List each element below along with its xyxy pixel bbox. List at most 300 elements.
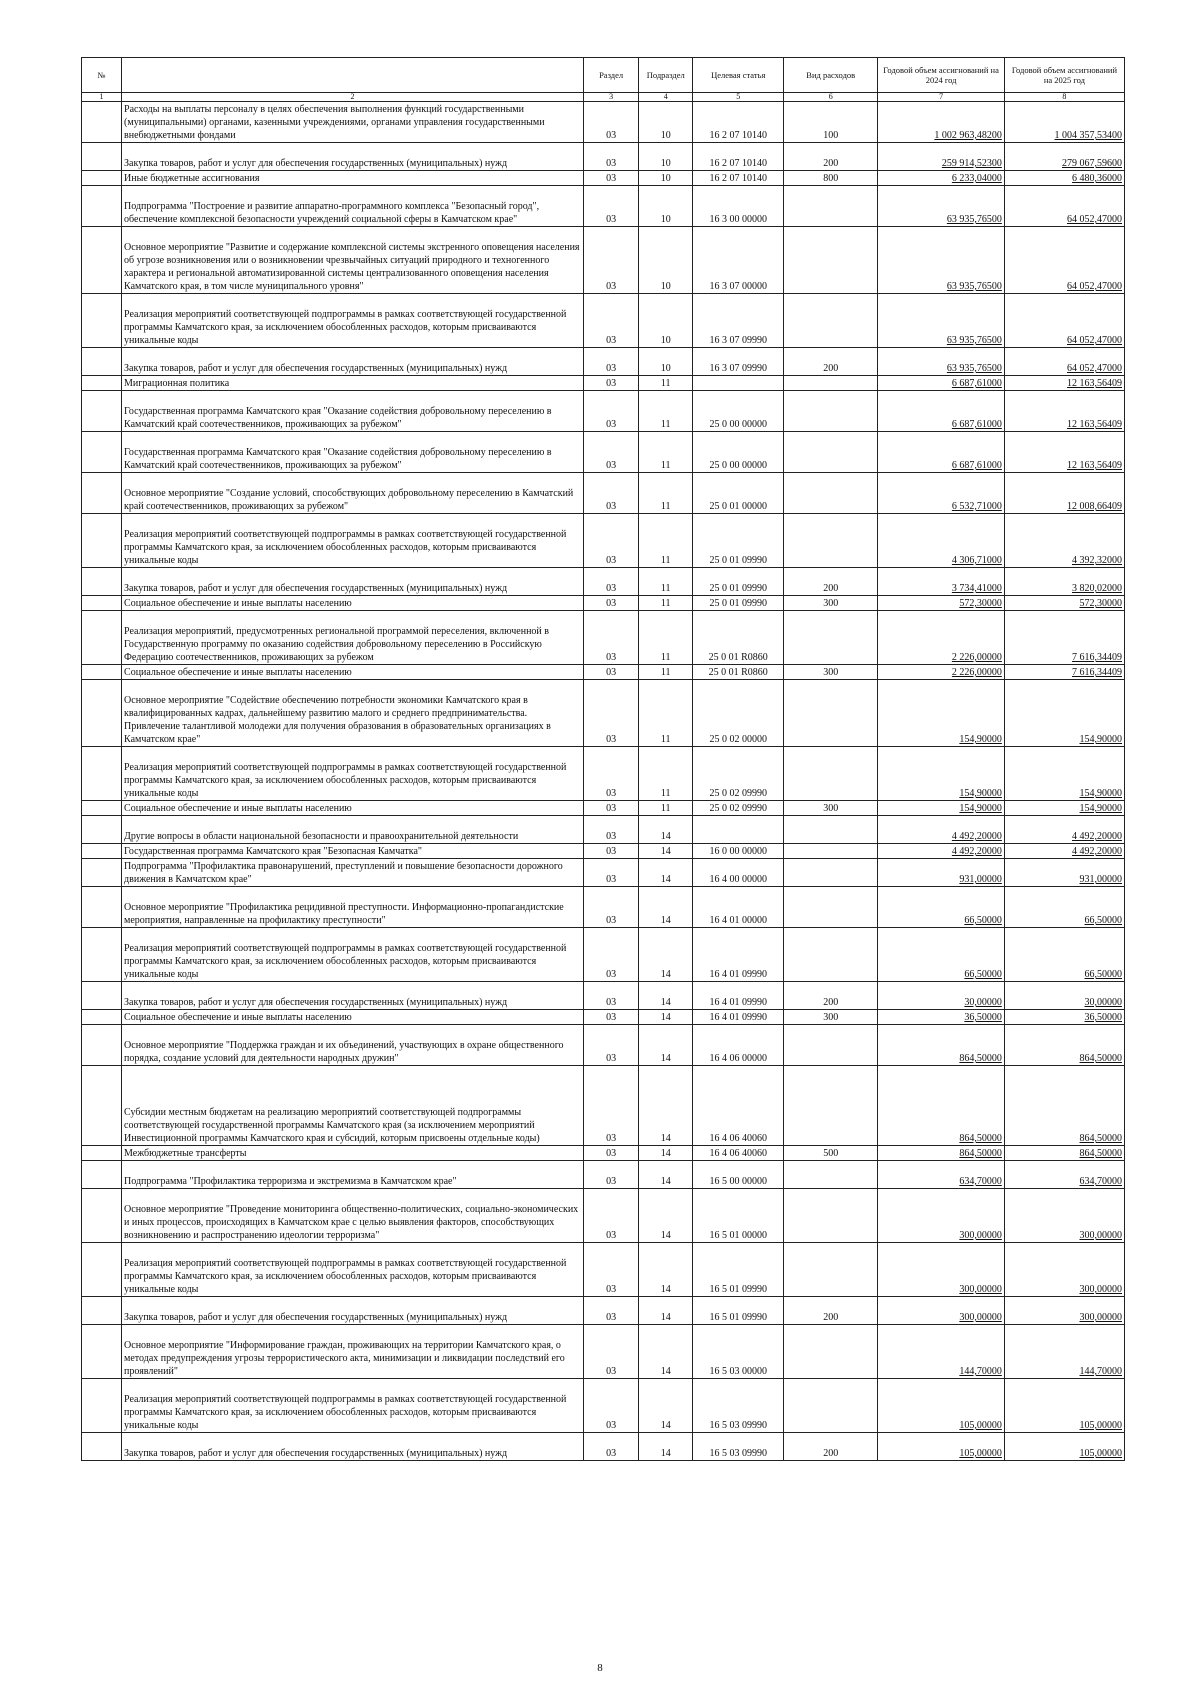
row-razdel: 03 <box>584 680 639 747</box>
row-volume-2025: 64 052,47000 <box>1004 186 1124 227</box>
row-volume-2024: 2 226,00000 <box>878 665 1005 680</box>
row-target-article: 25 0 01 00000 <box>693 473 784 514</box>
row-volume-2024: 66,50000 <box>878 928 1005 982</box>
row-razdel: 03 <box>584 928 639 982</box>
row-volume-2024: 1 002 963,48200 <box>878 102 1005 143</box>
row-expense-type <box>784 432 878 473</box>
row-razdel: 03 <box>584 1433 639 1461</box>
row-expense-type: 300 <box>784 801 878 816</box>
row-volume-2025: 7 616,34409 <box>1004 665 1124 680</box>
col-number: 4 <box>639 93 693 102</box>
row-target-article: 16 4 06 00000 <box>693 1025 784 1066</box>
row-podrazdel: 14 <box>639 887 693 928</box>
row-expense-type: 800 <box>784 171 878 186</box>
row-podrazdel: 14 <box>639 1066 693 1146</box>
row-volume-2025: 12 008,66409 <box>1004 473 1124 514</box>
row-expense-type <box>784 376 878 391</box>
row-number <box>82 596 122 611</box>
row-podrazdel: 14 <box>639 982 693 1010</box>
row-podrazdel: 11 <box>639 432 693 473</box>
row-volume-2024: 864,50000 <box>878 1146 1005 1161</box>
row-target-article: 16 5 01 09990 <box>693 1297 784 1325</box>
row-name: Социальное обеспечение и иные выплаты населению <box>122 1010 584 1025</box>
col-number: 8 <box>1004 93 1124 102</box>
row-razdel: 03 <box>584 1025 639 1066</box>
row-volume-2024: 864,50000 <box>878 1066 1005 1146</box>
row-volume-2025: 64 052,47000 <box>1004 348 1124 376</box>
col-number: 2 <box>122 93 584 102</box>
row-volume-2024: 572,30000 <box>878 596 1005 611</box>
row-volume-2025: 6 480,36000 <box>1004 171 1124 186</box>
row-number <box>82 747 122 801</box>
table-body <box>82 102 1125 1461</box>
row-expense-type: 100 <box>784 102 878 143</box>
header-volume-2024: Годовой объем ассигнований на 2024 год <box>878 58 1005 93</box>
header-expense-type: Вид расходов <box>784 58 878 93</box>
row-name: Реализация мероприятий соответствующей подпрограммы в рамках соответствующей государственной программы Камчатского края, за исключением обособленных расходов, которым присваиваются уникальные коды <box>122 747 584 801</box>
row-volume-2024: 66,50000 <box>878 887 1005 928</box>
col-number: 7 <box>878 93 1005 102</box>
row-expense-type <box>784 391 878 432</box>
row-expense-type: 200 <box>784 143 878 171</box>
table-row <box>82 171 1125 186</box>
row-expense-type <box>784 1025 878 1066</box>
row-podrazdel: 14 <box>639 1161 693 1189</box>
row-name: Социальное обеспечение и иные выплаты населению <box>122 665 584 680</box>
table-row <box>82 680 1125 747</box>
row-expense-type <box>784 1379 878 1433</box>
table-row <box>82 1146 1125 1161</box>
row-name: Реализация мероприятий соответствующей подпрограммы в рамках соответствующей государственной программы Камчатского края, за исключением обособленных расходов, которым присваиваются уникальные коды <box>122 514 584 568</box>
row-name: Реализация мероприятий, предусмотренных региональной программой переселения, включенной в Государственную программу по оказанию содействия добровольному переселению в Российскую Федерацию соотечественников, проживающих за рубежом <box>122 611 584 665</box>
row-target-article: 25 0 00 00000 <box>693 391 784 432</box>
row-volume-2024: 300,00000 <box>878 1243 1005 1297</box>
row-number <box>82 1297 122 1325</box>
page-number: 8 <box>597 1662 603 1674</box>
row-volume-2024: 36,50000 <box>878 1010 1005 1025</box>
row-volume-2025: 105,00000 <box>1004 1433 1124 1461</box>
row-volume-2025: 154,90000 <box>1004 680 1124 747</box>
row-target-article <box>693 816 784 844</box>
row-name: Реализация мероприятий соответствующей подпрограммы в рамках соответствующей государственной программы Камчатского края, за исключением обособленных расходов, которым присваиваются уникальные коды <box>122 928 584 982</box>
col-number: 5 <box>693 93 784 102</box>
row-number <box>82 887 122 928</box>
row-razdel: 03 <box>584 1297 639 1325</box>
col-number: 6 <box>784 93 878 102</box>
row-volume-2024: 300,00000 <box>878 1189 1005 1243</box>
row-target-article: 16 3 07 09990 <box>693 348 784 376</box>
header-razdel: Раздел <box>584 58 639 93</box>
row-target-article: 16 0 00 00000 <box>693 844 784 859</box>
row-volume-2024: 63 935,76500 <box>878 294 1005 348</box>
row-podrazdel: 10 <box>639 348 693 376</box>
header-target-article: Целевая статья <box>693 58 784 93</box>
header-volume-2025: Годовой объем ассигнований на 2025 год <box>1004 58 1124 93</box>
row-podrazdel: 14 <box>639 1189 693 1243</box>
row-podrazdel: 14 <box>639 1010 693 1025</box>
row-expense-type <box>784 1189 878 1243</box>
table-row <box>82 1297 1125 1325</box>
row-volume-2024: 634,70000 <box>878 1161 1005 1189</box>
table-row <box>82 982 1125 1010</box>
row-razdel: 03 <box>584 294 639 348</box>
row-razdel: 03 <box>584 143 639 171</box>
row-target-article: 16 4 01 09990 <box>693 928 784 982</box>
row-volume-2024: 6 687,61000 <box>878 376 1005 391</box>
table-row <box>82 887 1125 928</box>
row-volume-2025: 864,50000 <box>1004 1066 1124 1146</box>
row-expense-type <box>784 473 878 514</box>
row-name: Социальное обеспечение и иные выплаты населению <box>122 596 584 611</box>
row-number <box>82 859 122 887</box>
row-razdel: 03 <box>584 611 639 665</box>
row-target-article: 16 3 00 00000 <box>693 186 784 227</box>
row-number <box>82 376 122 391</box>
row-number <box>82 844 122 859</box>
row-expense-type <box>784 1066 878 1146</box>
row-target-article: 16 5 01 00000 <box>693 1189 784 1243</box>
table-row <box>82 1433 1125 1461</box>
row-target-article: 16 5 03 00000 <box>693 1325 784 1379</box>
row-target-article: 25 0 01 09990 <box>693 596 784 611</box>
row-number <box>82 432 122 473</box>
row-razdel: 03 <box>584 348 639 376</box>
row-number <box>82 186 122 227</box>
row-volume-2025: 864,50000 <box>1004 1025 1124 1066</box>
row-expense-type <box>784 1161 878 1189</box>
row-number <box>82 1325 122 1379</box>
row-expense-type <box>784 611 878 665</box>
row-number <box>82 568 122 596</box>
row-expense-type: 300 <box>784 665 878 680</box>
row-volume-2025: 300,00000 <box>1004 1297 1124 1325</box>
row-volume-2024: 2 226,00000 <box>878 611 1005 665</box>
row-target-article: 25 0 01 09990 <box>693 514 784 568</box>
row-target-article: 16 3 07 09990 <box>693 294 784 348</box>
row-number <box>82 1161 122 1189</box>
row-target-article: 25 0 02 09990 <box>693 801 784 816</box>
row-number <box>82 514 122 568</box>
row-podrazdel: 11 <box>639 747 693 801</box>
row-name: Основное мероприятие "Создание условий, способствующих добровольному переселению в Камчатский край соотечественников, проживающих за рубежом" <box>122 473 584 514</box>
row-razdel: 03 <box>584 473 639 514</box>
row-volume-2024: 105,00000 <box>878 1433 1005 1461</box>
row-number <box>82 102 122 143</box>
row-volume-2025: 12 163,56409 <box>1004 376 1124 391</box>
row-volume-2024: 63 935,76500 <box>878 186 1005 227</box>
row-volume-2024: 63 935,76500 <box>878 348 1005 376</box>
row-podrazdel: 11 <box>639 596 693 611</box>
row-name: Другие вопросы в области национальной безопасности и правоохранительной деятельности <box>122 816 584 844</box>
row-volume-2025: 64 052,47000 <box>1004 294 1124 348</box>
row-volume-2025: 4 492,20000 <box>1004 816 1124 844</box>
row-podrazdel: 11 <box>639 611 693 665</box>
row-volume-2024: 30,00000 <box>878 982 1005 1010</box>
row-name: Закупка товаров, работ и услуг для обеспечения государственных (муниципальных) нужд <box>122 1433 584 1461</box>
row-volume-2025: 572,30000 <box>1004 596 1124 611</box>
table-row <box>82 348 1125 376</box>
row-razdel: 03 <box>584 514 639 568</box>
row-target-article: 25 0 01 R0860 <box>693 611 784 665</box>
row-razdel: 03 <box>584 596 639 611</box>
row-target-article <box>693 376 784 391</box>
row-volume-2025: 864,50000 <box>1004 1146 1124 1161</box>
row-volume-2025: 300,00000 <box>1004 1243 1124 1297</box>
row-volume-2025: 36,50000 <box>1004 1010 1124 1025</box>
row-name: Основное мероприятие "Проведение мониторинга общественно-политических, социально-экономических и иных процессов, происходящих в Камчатском крае с целью выявления факторов, способствующих возникновению и распространению идеологии терроризма" <box>122 1189 584 1243</box>
row-razdel: 03 <box>584 102 639 143</box>
header-podrazdel: Подраздел <box>639 58 693 93</box>
row-target-article: 16 4 01 00000 <box>693 887 784 928</box>
row-volume-2024: 154,90000 <box>878 680 1005 747</box>
row-podrazdel: 10 <box>639 227 693 294</box>
row-name: Основное мероприятие "Профилактика рецидивной преступности. Информационно-пропагандистские мероприятия, направленные на профилактику преступности" <box>122 887 584 928</box>
row-number <box>82 665 122 680</box>
row-expense-type <box>784 227 878 294</box>
row-number <box>82 473 122 514</box>
row-name: Государственная программа Камчатского края "Оказание содействия добровольному переселению в Камчатский край соотечественников, проживающих за рубежом" <box>122 391 584 432</box>
row-expense-type: 200 <box>784 568 878 596</box>
row-podrazdel: 14 <box>639 1146 693 1161</box>
header-name <box>122 58 584 93</box>
row-target-article: 16 4 00 00000 <box>693 859 784 887</box>
row-number <box>82 801 122 816</box>
row-expense-type <box>784 859 878 887</box>
row-volume-2025: 7 616,34409 <box>1004 611 1124 665</box>
row-volume-2025: 144,70000 <box>1004 1325 1124 1379</box>
row-volume-2025: 66,50000 <box>1004 928 1124 982</box>
table-row <box>82 1010 1125 1025</box>
row-target-article: 16 5 01 09990 <box>693 1243 784 1297</box>
row-volume-2025: 64 052,47000 <box>1004 227 1124 294</box>
row-name: Закупка товаров, работ и услуг для обеспечения государственных (муниципальных) нужд <box>122 568 584 596</box>
row-volume-2024: 259 914,52300 <box>878 143 1005 171</box>
row-volume-2025: 279 067,59600 <box>1004 143 1124 171</box>
table-row <box>82 1161 1125 1189</box>
row-number <box>82 928 122 982</box>
row-razdel: 03 <box>584 1010 639 1025</box>
row-target-article: 16 4 01 09990 <box>693 982 784 1010</box>
row-number <box>82 348 122 376</box>
row-target-article: 16 4 06 40060 <box>693 1066 784 1146</box>
table-row <box>82 432 1125 473</box>
row-expense-type <box>784 1325 878 1379</box>
row-name: Расходы на выплаты персоналу в целях обеспечения выполнения функций государственными (муниципальными) органами, казенными учреждениями, органами управления государственными внебюджетными фондами <box>122 102 584 143</box>
row-podrazdel: 11 <box>639 665 693 680</box>
row-podrazdel: 14 <box>639 1297 693 1325</box>
table-row <box>82 816 1125 844</box>
row-podrazdel: 10 <box>639 171 693 186</box>
row-volume-2024: 931,00000 <box>878 859 1005 887</box>
row-number <box>82 143 122 171</box>
row-expense-type <box>784 1243 878 1297</box>
header-row <box>82 58 1125 93</box>
table-row <box>82 1066 1125 1146</box>
row-target-article: 16 4 01 09990 <box>693 1010 784 1025</box>
header-no: № <box>82 58 122 93</box>
row-name: Социальное обеспечение и иные выплаты населению <box>122 801 584 816</box>
table-row <box>82 1379 1125 1433</box>
table-row <box>82 928 1125 982</box>
row-volume-2025: 154,90000 <box>1004 801 1124 816</box>
row-number <box>82 1433 122 1461</box>
row-volume-2024: 144,70000 <box>878 1325 1005 1379</box>
row-number <box>82 227 122 294</box>
row-name: Реализация мероприятий соответствующей подпрограммы в рамках соответствующей государственной программы Камчатского края, за исключением обособленных расходов, которым присваиваются уникальные коды <box>122 1379 584 1433</box>
row-expense-type: 300 <box>784 596 878 611</box>
row-name: Закупка товаров, работ и услуг для обеспечения государственных (муниципальных) нужд <box>122 143 584 171</box>
row-volume-2024: 105,00000 <box>878 1379 1005 1433</box>
row-razdel: 03 <box>584 1146 639 1161</box>
row-razdel: 03 <box>584 391 639 432</box>
row-name: Основное мероприятие "Поддержка граждан и их объединений, участвующих в охране общественного порядка, создание условий для деятельности народных дружин" <box>122 1025 584 1066</box>
row-number <box>82 391 122 432</box>
row-razdel: 03 <box>584 432 639 473</box>
row-razdel: 03 <box>584 1161 639 1189</box>
row-name: Иные бюджетные ассигнования <box>122 171 584 186</box>
row-podrazdel: 14 <box>639 928 693 982</box>
row-volume-2025: 30,00000 <box>1004 982 1124 1010</box>
table-row <box>82 376 1125 391</box>
table-row <box>82 186 1125 227</box>
row-expense-type: 200 <box>784 1433 878 1461</box>
row-razdel: 03 <box>584 1243 639 1297</box>
table-row <box>82 596 1125 611</box>
row-name: Основное мероприятие "Информирование граждан, проживающих на территории Камчатского края, о методах предупреждения угрозы террористического акта, минимизации и ликвидации последствий его проявлений" <box>122 1325 584 1379</box>
table-row <box>82 294 1125 348</box>
row-number <box>82 1243 122 1297</box>
row-name: Основное мероприятие "Развитие и содержание комплексной системы экстренного оповещения населения об угрозе возникновения или о возникновении чрезвычайных ситуаций природного и техногенного характера и региональной автоматизированной системы централизованного оповещения населения Камчатского края, в том числе муниципального уровня" <box>122 227 584 294</box>
row-name: Подпрограмма "Построение и развитие аппаратно-программного комплекса "Безопасный город", обеспечение комплексной безопасности учреждений социальной сферы в Камчатском крае" <box>122 186 584 227</box>
row-number <box>82 1025 122 1066</box>
row-razdel: 03 <box>584 227 639 294</box>
row-podrazdel: 10 <box>639 143 693 171</box>
row-podrazdel: 11 <box>639 376 693 391</box>
table-row <box>82 801 1125 816</box>
row-podrazdel: 10 <box>639 294 693 348</box>
row-name: Государственная программа Камчатского края "Безопасная Камчатка" <box>122 844 584 859</box>
row-volume-2025: 12 163,56409 <box>1004 391 1124 432</box>
row-name: Государственная программа Камчатского края "Оказание содействия добровольному переселению в Камчатский край соотечественников, проживающих за рубежом" <box>122 432 584 473</box>
row-volume-2025: 12 163,56409 <box>1004 432 1124 473</box>
row-target-article: 25 0 01 09990 <box>693 568 784 596</box>
row-volume-2024: 63 935,76500 <box>878 227 1005 294</box>
row-target-article: 25 0 01 R0860 <box>693 665 784 680</box>
row-volume-2024: 864,50000 <box>878 1025 1005 1066</box>
row-target-article: 16 2 07 10140 <box>693 102 784 143</box>
row-podrazdel: 11 <box>639 680 693 747</box>
row-volume-2025: 931,00000 <box>1004 859 1124 887</box>
row-razdel: 03 <box>584 568 639 596</box>
row-target-article: 16 5 03 09990 <box>693 1379 784 1433</box>
row-target-article: 25 0 02 00000 <box>693 680 784 747</box>
row-podrazdel: 14 <box>639 816 693 844</box>
row-expense-type: 200 <box>784 1297 878 1325</box>
row-razdel: 03 <box>584 171 639 186</box>
table-row <box>82 514 1125 568</box>
row-volume-2025: 105,00000 <box>1004 1379 1124 1433</box>
row-expense-type: 300 <box>784 1010 878 1025</box>
col-number: 1 <box>82 93 122 102</box>
row-podrazdel: 11 <box>639 473 693 514</box>
table-row <box>82 747 1125 801</box>
row-razdel: 03 <box>584 1189 639 1243</box>
row-volume-2024: 154,90000 <box>878 747 1005 801</box>
row-volume-2024: 4 492,20000 <box>878 844 1005 859</box>
row-volume-2024: 3 734,41000 <box>878 568 1005 596</box>
row-name: Реализация мероприятий соответствующей подпрограммы в рамках соответствующей государственной программы Камчатского края, за исключением обособленных расходов, которым присваиваются уникальные коды <box>122 294 584 348</box>
row-volume-2025: 1 004 357,53400 <box>1004 102 1124 143</box>
row-volume-2025: 4 392,32000 <box>1004 514 1124 568</box>
row-name: Межбюджетные трансферты <box>122 1146 584 1161</box>
row-expense-type <box>784 887 878 928</box>
table-row <box>82 391 1125 432</box>
row-target-article: 16 2 07 10140 <box>693 143 784 171</box>
row-name: Подпрограмма "Профилактика правонарушений, преступлений и повышение безопасности дорожного движения в Камчатском крае" <box>122 859 584 887</box>
row-podrazdel: 11 <box>639 568 693 596</box>
row-razdel: 03 <box>584 816 639 844</box>
table-row <box>82 665 1125 680</box>
row-razdel: 03 <box>584 1066 639 1146</box>
row-number <box>82 294 122 348</box>
table-row <box>82 611 1125 665</box>
row-name: Миграционная политика <box>122 376 584 391</box>
row-number <box>82 1189 122 1243</box>
row-razdel: 03 <box>584 844 639 859</box>
row-podrazdel: 10 <box>639 102 693 143</box>
row-expense-type: 500 <box>784 1146 878 1161</box>
row-number <box>82 1066 122 1146</box>
row-name: Закупка товаров, работ и услуг для обеспечения государственных (муниципальных) нужд <box>122 1297 584 1325</box>
row-name: Закупка товаров, работ и услуг для обеспечения государственных (муниципальных) нужд <box>122 982 584 1010</box>
row-volume-2024: 154,90000 <box>878 801 1005 816</box>
row-expense-type: 200 <box>784 348 878 376</box>
row-expense-type <box>784 680 878 747</box>
row-podrazdel: 14 <box>639 1379 693 1433</box>
row-name: Подпрограмма "Профилактика терроризма и экстремизма в Камчатском крае" <box>122 1161 584 1189</box>
row-razdel: 03 <box>584 859 639 887</box>
table-row <box>82 473 1125 514</box>
row-podrazdel: 14 <box>639 859 693 887</box>
row-number <box>82 1146 122 1161</box>
row-target-article: 25 0 02 09990 <box>693 747 784 801</box>
row-volume-2024: 6 687,61000 <box>878 391 1005 432</box>
table-row <box>82 844 1125 859</box>
row-number <box>82 982 122 1010</box>
table-row <box>82 1025 1125 1066</box>
row-podrazdel: 10 <box>639 186 693 227</box>
row-podrazdel: 14 <box>639 1243 693 1297</box>
row-expense-type <box>784 186 878 227</box>
row-volume-2024: 6 233,04000 <box>878 171 1005 186</box>
row-target-article: 16 4 06 40060 <box>693 1146 784 1161</box>
row-expense-type <box>784 928 878 982</box>
row-volume-2025: 634,70000 <box>1004 1161 1124 1189</box>
row-razdel: 03 <box>584 186 639 227</box>
col-number: 3 <box>584 93 639 102</box>
row-target-article: 16 3 07 00000 <box>693 227 784 294</box>
row-volume-2025: 4 492,20000 <box>1004 844 1124 859</box>
row-number <box>82 1379 122 1433</box>
row-volume-2024: 300,00000 <box>878 1297 1005 1325</box>
row-number <box>82 1010 122 1025</box>
row-name: Реализация мероприятий соответствующей подпрограммы в рамках соответствующей государственной программы Камчатского края, за исключением обособленных расходов, которым присваиваются уникальные коды <box>122 1243 584 1297</box>
row-volume-2025: 300,00000 <box>1004 1189 1124 1243</box>
table-row <box>82 227 1125 294</box>
column-numbers-row <box>82 93 1125 102</box>
row-expense-type <box>784 514 878 568</box>
row-razdel: 03 <box>584 376 639 391</box>
